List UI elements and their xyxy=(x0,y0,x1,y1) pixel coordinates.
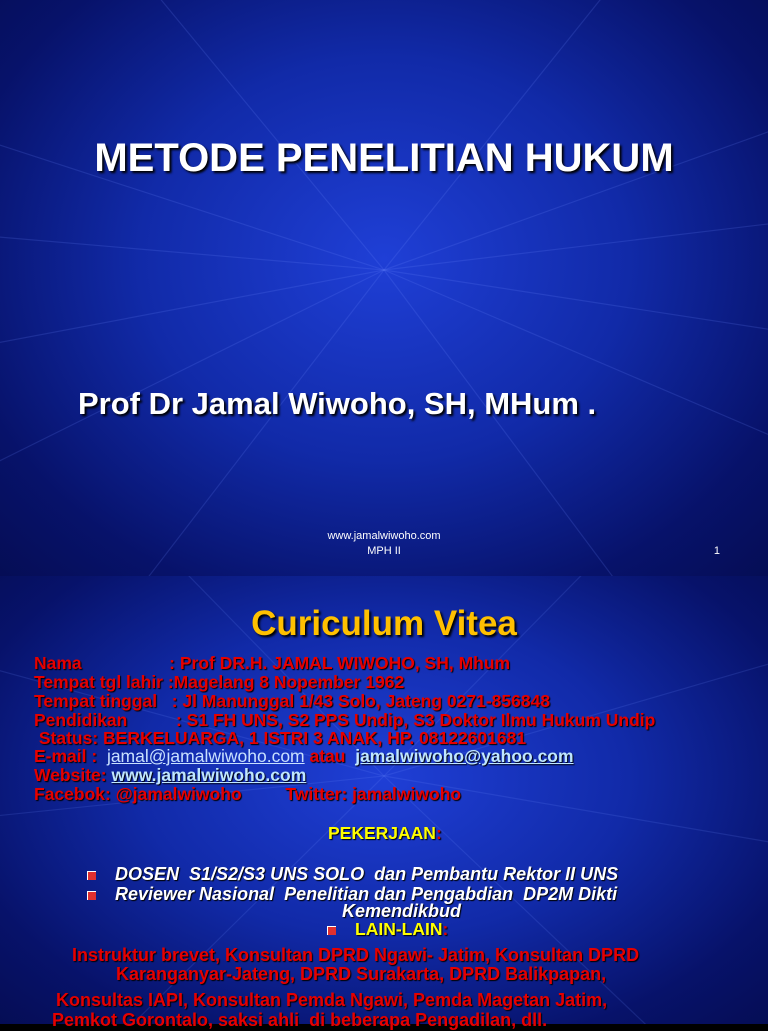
website-link[interactable]: www.jamalwiwoho.com xyxy=(111,765,307,785)
field-website xyxy=(34,766,306,784)
field-pendidikan: Pendidikan : S1 FH UNS, S2 PPS Undip, S3 Doktor Ilmu Hukum Undip xyxy=(34,710,656,730)
lainlain-heading xyxy=(355,919,448,940)
lainlain-label: LAIN-LAIN xyxy=(355,919,443,939)
pekerjaan-colon: : xyxy=(435,823,442,843)
field-status: Status: BERKELUARGA, 1 ISTRI 3 ANAK, HP. 08122601681 xyxy=(34,728,527,748)
slide-number: 1 xyxy=(713,545,720,557)
pekerjaan-item-2-cont: Kemendikbud xyxy=(342,901,462,921)
field-ttl: Tempat tgl lahir :Magelang 8 Nopember 1962 xyxy=(34,672,405,692)
email-atau: atau xyxy=(304,746,356,766)
website-label: Website: xyxy=(34,765,112,785)
lainlain-line-2: Karanganyar-Jateng, DPRD Surakarta, DPRD Balikpapan, xyxy=(116,964,607,984)
cv-title: Curiculum Vitea xyxy=(251,604,517,643)
lainlain-line-1: Instruktur brevet, Konsultan DPRD Ngawi- Jatim, Konsultan DPRD xyxy=(72,945,640,965)
lainlain-colon: : xyxy=(442,919,449,939)
slide-title: METODE PENELITIAN HUKUM xyxy=(94,136,674,180)
pekerjaan-heading xyxy=(328,823,442,844)
email-label: E-mail : xyxy=(34,746,107,766)
field-nama: Nama : Prof DR.H. JAMAL WIWOHO, SH, Mhum xyxy=(34,653,511,673)
bullet-icon xyxy=(87,871,96,880)
author-name: Prof Dr Jamal Wiwoho, SH, MHum . xyxy=(78,386,597,421)
field-email xyxy=(34,747,574,765)
field-social: Facebok: @jamalwiwoho Twitter: jamalwiwoho xyxy=(34,784,462,804)
pekerjaan-label: PEKERJAAN xyxy=(328,823,436,843)
lainlain-line-4: Pemkot Gorontalo, saksi ahli di beberapa Pengadilan, dll. xyxy=(52,1010,548,1030)
email-link-2[interactable]: jamalwiwoho@yahoo.com xyxy=(355,746,574,766)
bullet-icon xyxy=(87,891,96,900)
pekerjaan-item-1: DOSEN S1/S2/S3 UNS SOLO dan Pembantu Rektor II UNS xyxy=(115,864,619,884)
bullet-icon xyxy=(327,926,336,935)
footer-url: www.jamalwiwoho.com xyxy=(327,530,441,542)
field-tinggal: Tempat tinggal : Jl Manunggal 1/43 Solo, Jateng 0271-856848 xyxy=(34,691,551,711)
lainlain-line-3: Konsultas IAPI, Konsultan Pemda Ngawi, Pemda Magetan Jatim, xyxy=(56,990,608,1010)
pekerjaan-item-2: Reviewer Nasional Penelitian dan Pengabdian DP2M Dikti xyxy=(115,884,618,904)
footer-course: MPH II xyxy=(367,545,401,557)
email-link-1[interactable]: jamal@jamalwiwoho.com xyxy=(106,746,305,766)
